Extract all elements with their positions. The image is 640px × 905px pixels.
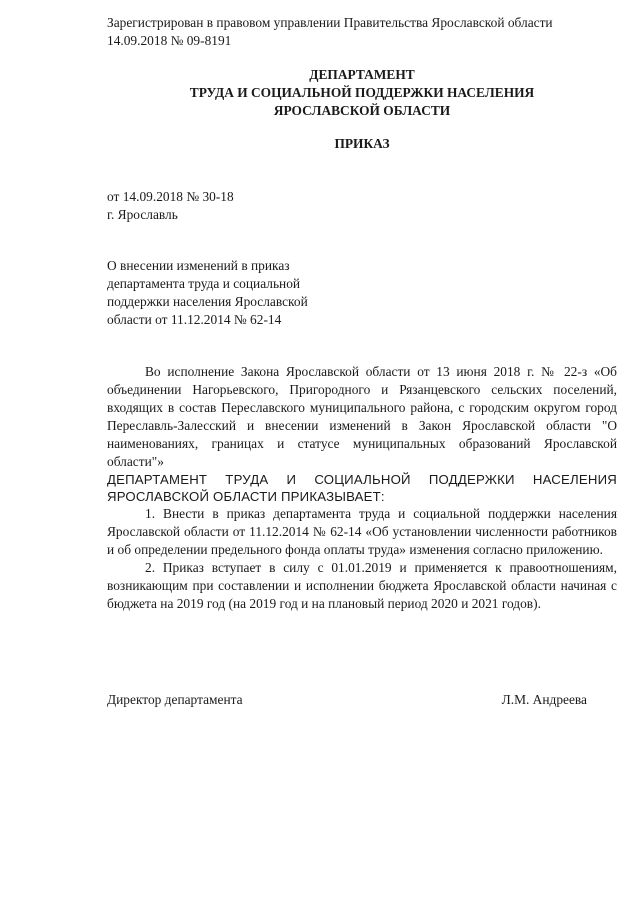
subject-line-4: области от 11.12.2014 № 62-14 [107,312,282,327]
department-line-2: ТРУДА И СОЦИАЛЬНОЙ ПОДДЕРЖКИ НАСЕЛЕНИЯ [189,85,535,100]
order-meta [107,188,234,224]
order-body [107,363,617,613]
signatory-name: Л.М. Андреева [501,692,587,707]
subject-line-2: департамента труда и социальной [107,276,301,291]
subject-line-1: О внесении изменений в приказ [107,258,290,273]
order-date-number: от 14.09.2018 № 30-18 [107,189,234,204]
registration-line-1: Зарегистрирован в правовом управлении Правительства Ярославской области [107,15,553,30]
decree-paragraph: ДЕПАРТАМЕНТ ТРУДА И СОЦИАЛЬНОЙ ПОДДЕРЖКИ НАСЕЛЕНИЯ ЯРОСЛАВСКОЙ ОБЛАСТИ ПРИКАЗЫВАЕТ: [107,472,617,504]
preamble-paragraph: Во исполнение Закона Ярославской области от 13 июня 2018 г. № 22-з «Об объединении Нагорьевского, Пригородного и Рязанцевского сельских поселений, входящих в состав Переславского муниципального района, с городским округом город Переславль-Залесский и внесении изменений в Закон Ярославской области "О наименованиях, границах и статусе муниципальных образований Ярославской области"» [107,364,617,469]
order-title: ПРИКАЗ [334,136,390,151]
registration-line-2: 14.09.2018 № 09-8191 [107,33,232,48]
order-subject [107,257,347,329]
item-2-paragraph: 2. Приказ вступает в силу с 01.01.2019 и применяется к правоотношениям, возникающим при составлении и исполнении бюджета Ярославской области начиная с бюджета на 2019 год (на 2019 год и на плановый период 2020 и 2021 годов). [107,560,617,611]
department-line-1: ДЕПАРТАМЕНТ [309,67,415,82]
department-header [107,66,617,120]
order-city: г. Ярославль [107,207,178,222]
registration-stamp [107,14,617,50]
item-1-paragraph: 1. Внести в приказ департамента труда и социальной поддержки населения Ярославской области от 11.12.2014 № 62-14 «Об установлении численности работников и об определении предельного фонда оплаты труда» изменения согласно приложению. [107,506,617,557]
subject-line-3: поддержки населения Ярославской [107,294,308,309]
signatory-role: Директор департамента [107,692,243,707]
department-line-3: ЯРОСЛАВСКОЙ ОБЛАСТИ [273,103,451,118]
